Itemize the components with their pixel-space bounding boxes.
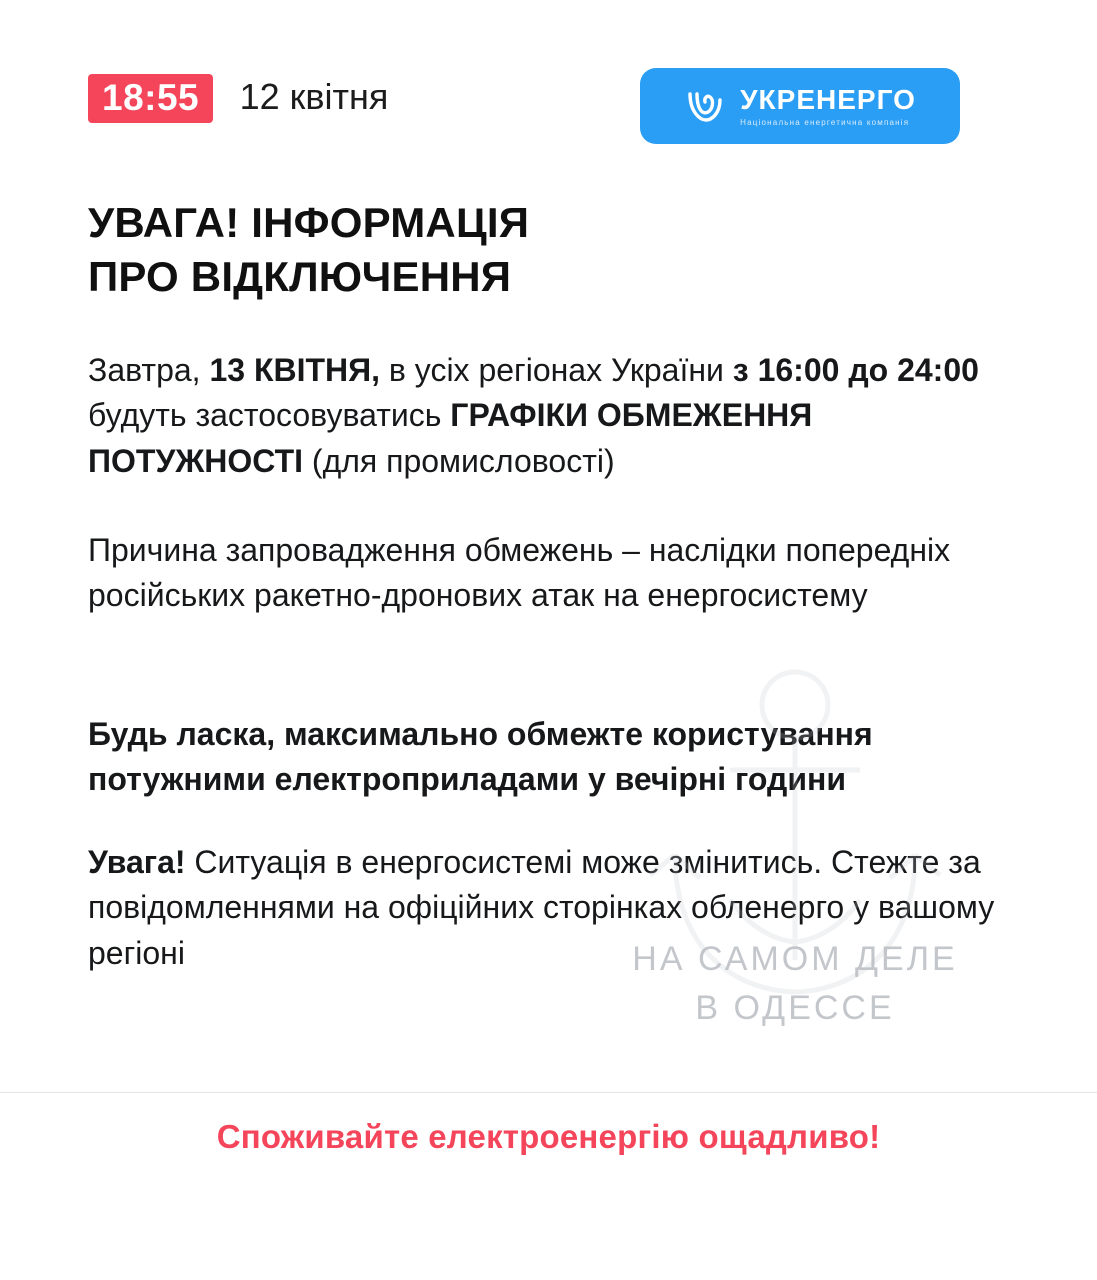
- notice-paragraph: [88, 840, 998, 976]
- ukrenergo-mark-icon: [684, 86, 728, 126]
- schedule-text-2: в усіх регіонах України: [380, 352, 724, 388]
- footer-slogan: Споживайте електроенергію ощадливо!: [216, 1118, 881, 1155]
- schedule-paragraph: [88, 348, 998, 484]
- ukrenergo-logo: [640, 68, 960, 144]
- watermark-line-2: В ОДЕССЕ: [695, 989, 895, 1028]
- notice-rest: Ситуація в енергосистемі може змінитись. Стежте за повідомленнями на офіційних сторінках обленерго у вашому регіоні: [88, 844, 995, 971]
- logo-tagline: Національна енергетична компанія: [740, 117, 910, 127]
- date-label: 12 квітня: [239, 75, 389, 117]
- header: [88, 74, 1028, 138]
- watermark-line-1: НА САМОМ ДЕЛЕ: [632, 940, 958, 978]
- logo-text: [740, 83, 916, 127]
- request-paragraph: Будь ласка, максимально обмежте користування потужними електроприладами у вечірні години: [88, 716, 873, 798]
- time-badge: 18:55: [88, 74, 213, 123]
- schedule-date: 13 КВІТНЯ,: [209, 352, 381, 388]
- page-title-line-1: УВАГА! ІНФОРМАЦІЯ: [88, 199, 530, 246]
- schedule-type: ГРАФІКИ ОБМЕЖЕННЯ ПОТУЖНОСТІ: [88, 397, 813, 479]
- schedule-hours: з 16:00 до 24:00: [732, 352, 979, 388]
- reason-paragraph: Причина запровадження обмежень – наслідки попередніх російських ракетно-дронових атак на енергосистему: [88, 532, 951, 614]
- schedule-text-4: (для промисловості): [303, 442, 615, 479]
- page-title-line-2: ПРО ВІДКЛЮЧЕННЯ: [88, 252, 512, 300]
- schedule-text-1: Завтра,: [88, 352, 210, 388]
- notice-lead: Увага!: [88, 844, 186, 880]
- schedule-text-3: будуть застосовуватись: [88, 397, 451, 434]
- logo-title: УКРЕНЕРГО: [740, 83, 916, 115]
- page-title: [88, 196, 988, 304]
